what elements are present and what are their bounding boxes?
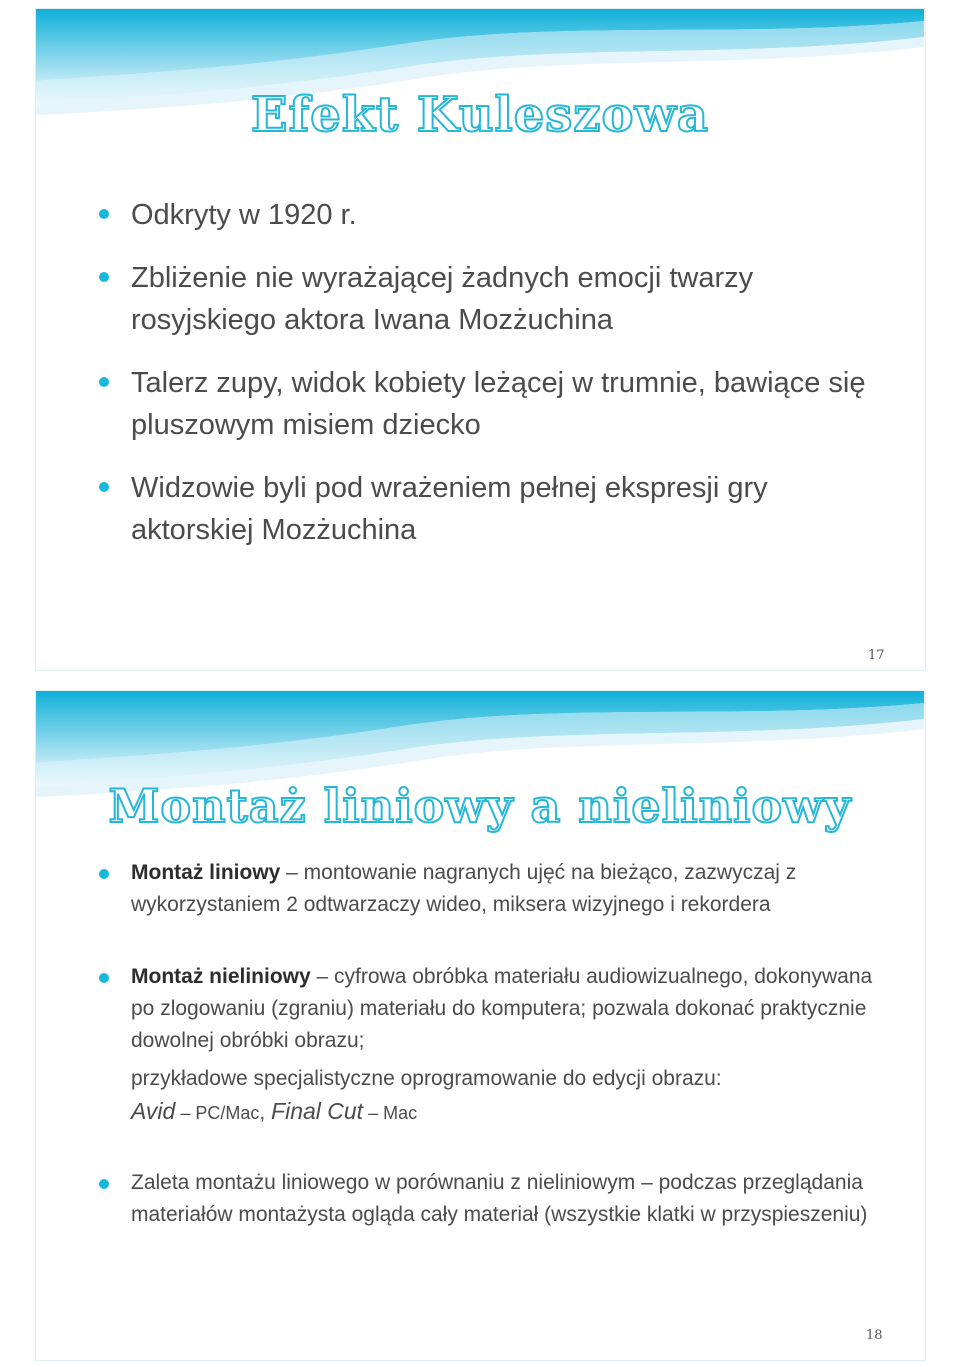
slide-18 xyxy=(36,691,924,1359)
list-item: Montaż liniowy – montowanie nagranych ujęć na bieżąco, zazwyczaj z wykorzystaniem 2 odtwarzaczy wideo, miksera wizyjnego i rekordera xyxy=(131,857,891,921)
list-item: Montaż nieliniowy – cyfrowa obróbka materiału audiowizualnego, dokonywana po zlogowaniu (zgraniu) materiału do komputera; pozwala dokonać praktycznie dowolnej obróbki obrazu; przykładowe specjalistyczne oprogramowanie do edycji obrazu: Avid – PC/Mac, Final Cut – Mac xyxy=(131,961,891,1129)
page-number: 17 xyxy=(868,648,885,663)
list-item: Widzowie byli pod wrażeniem pełnej ekspresji gry aktorskiej Mozżuchina xyxy=(131,467,891,551)
list-item: Odkryty w 1920 r. xyxy=(131,194,891,236)
list-item: Zbliżenie nie wyrażającej żadnych emocji twarzy rosyjskiego aktora Iwana Mozżuchina xyxy=(131,257,891,341)
page-number: 18 xyxy=(866,1328,883,1343)
list-item: Zaleta montażu liniowego w porównaniu z nieliniowym – podczas przeglądania materiałów montażysta ogląda cały materiał (wszystkie klatki w przyspieszeniu) xyxy=(131,1167,891,1231)
slide-title: Montaż liniowy a nieliniowy xyxy=(108,779,852,833)
term-label: Montaż liniowy xyxy=(131,861,281,884)
bullet-icon xyxy=(99,209,109,219)
bullet-icon xyxy=(99,377,109,387)
bullet-icon xyxy=(99,272,109,282)
software-line: przykładowe specjalistyczne oprogramowanie do edycji obrazu: Avid – PC/Mac, Final Cut – Mac xyxy=(131,1067,722,1124)
slide-17 xyxy=(36,9,924,669)
slide-title: Efekt Kuleszowa xyxy=(251,87,709,143)
list-item: Talerz zupy, widok kobiety leżącej w trumnie, bawiące się pluszowym misiem dziecko xyxy=(131,362,891,446)
bullet-list xyxy=(131,194,891,572)
bullet-list xyxy=(131,857,891,1231)
bullet-icon xyxy=(99,869,109,879)
bullet-icon xyxy=(99,482,109,492)
term-label: Montaż nieliniowy xyxy=(131,965,311,988)
bullet-icon xyxy=(99,973,109,983)
bullet-icon xyxy=(99,1179,109,1189)
